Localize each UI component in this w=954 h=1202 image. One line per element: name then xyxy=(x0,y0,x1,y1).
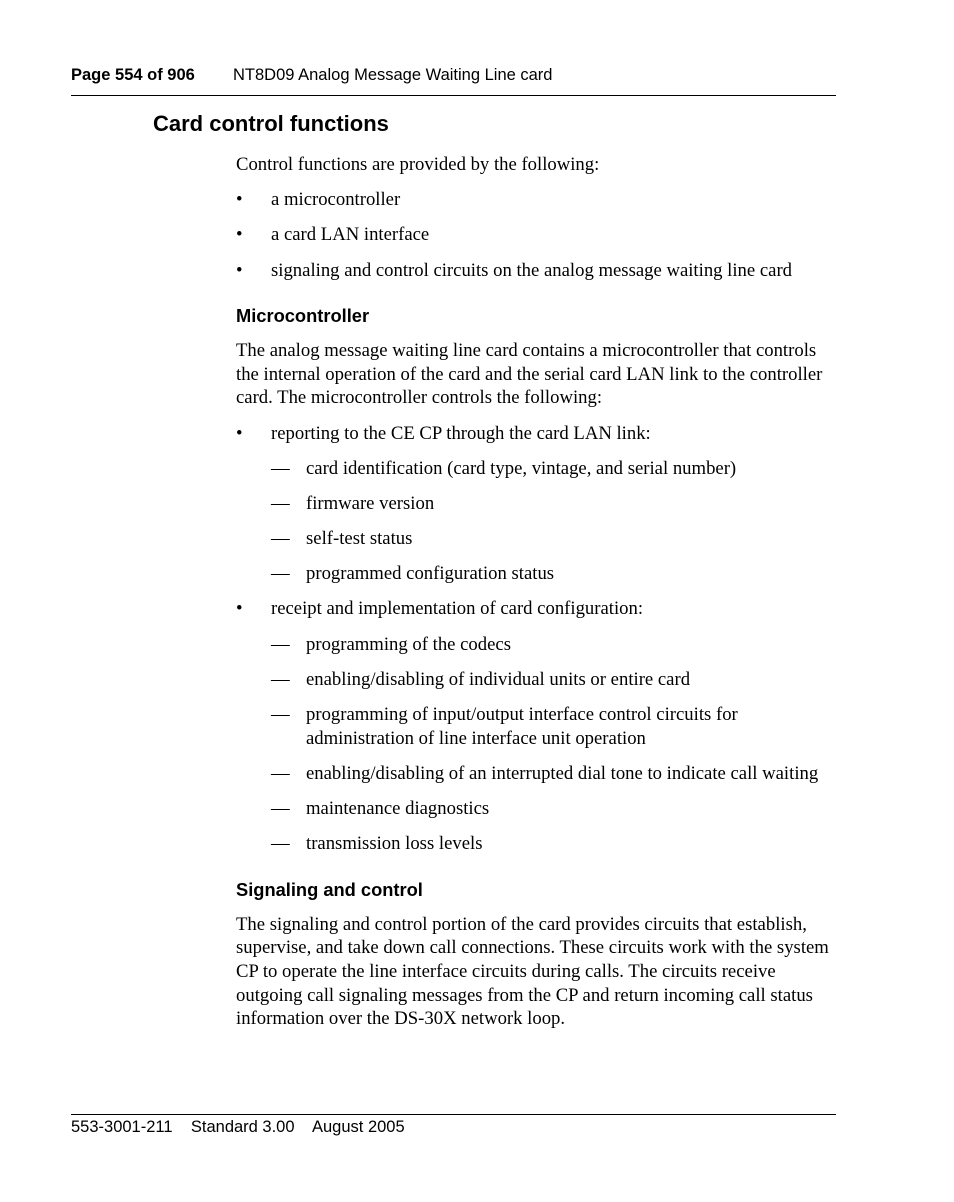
page-number: Page 554 of 906 xyxy=(71,66,195,84)
page-footer xyxy=(71,1118,405,1137)
sub-list-item xyxy=(271,562,840,586)
sub-list-item-text: self-test status xyxy=(306,528,413,550)
dash-marker: — xyxy=(271,563,290,585)
header-rule xyxy=(71,95,836,96)
dash-marker: — xyxy=(271,457,290,479)
sub-list-item-text: enabling/disabling of an interrupted dial tone to indicate call waiting xyxy=(306,762,819,784)
list-item-text: a card LAN interface xyxy=(271,224,430,246)
sub-list-item xyxy=(271,832,840,856)
list-item-text: signaling and control circuits on the analog message waiting line card xyxy=(271,259,793,281)
bullet-marker: • xyxy=(236,224,243,246)
sub-list-item xyxy=(271,492,840,516)
sub-list-item-text: maintenance diagnostics xyxy=(306,798,490,819)
intro-paragraph: Control functions are provided by the following: xyxy=(236,154,600,175)
standard-version: Standard 3.00 xyxy=(190,1118,295,1136)
sub-list-item xyxy=(271,457,840,481)
dash-marker: — xyxy=(271,668,290,690)
list-item xyxy=(236,188,840,212)
page-content xyxy=(236,153,840,1031)
sub-list-item-text: firmware version xyxy=(306,492,435,514)
publication-date: August 2005 xyxy=(311,1118,405,1136)
list-item xyxy=(236,422,840,586)
sub-list-item xyxy=(271,633,840,657)
list-item-text: reporting to the CE CP through the card LAN link: xyxy=(271,422,651,444)
list-item xyxy=(236,259,840,283)
dash-marker: — xyxy=(271,833,290,855)
bullet-marker: • xyxy=(236,189,243,211)
dash-marker: — xyxy=(271,492,290,514)
sub-list-item xyxy=(271,527,840,551)
sub-list xyxy=(271,633,840,856)
sub-list-item-text: programmed configuration status xyxy=(306,563,555,585)
list-item-text: receipt and implementation of card configuration: xyxy=(271,598,644,620)
signaling-paragraph: The signaling and control portion of the card provides circuits that establish, supervise, and take down call connections. These circuits work with the system CP to operate the line interface circuits during calls. The circuits receive outgoing call signaling messages from the CP and return incoming call status information over the DS-30X network loop. xyxy=(236,913,829,1030)
bullet-marker: • xyxy=(236,259,243,281)
list-item xyxy=(236,597,840,855)
dash-marker: — xyxy=(271,762,290,784)
sub-list-item xyxy=(271,762,840,786)
document-title: NT8D09 Analog Message Waiting Line card xyxy=(233,66,553,84)
sub-list-item xyxy=(271,797,840,821)
microcontroller-paragraph: The analog message waiting line card contains a microcontroller that controls the internal operation of the card and the serial card LAN link to the controller card. The microcontroller controls the following: xyxy=(236,340,823,409)
dash-marker: — xyxy=(271,528,290,550)
bullet-marker: • xyxy=(236,422,243,444)
dash-marker: — xyxy=(271,704,290,726)
microcontroller-list xyxy=(236,422,840,856)
sub-list xyxy=(271,457,840,586)
sub-list-item-text: programming of the codecs xyxy=(306,633,511,655)
list-item xyxy=(236,223,840,247)
sub-list-item-text: card identification (card type, vintage, and serial number) xyxy=(306,457,737,479)
page-header xyxy=(71,66,836,96)
footer-rule xyxy=(71,1114,836,1115)
signaling-heading: Signaling and control xyxy=(236,878,423,900)
dash-marker: — xyxy=(271,633,290,655)
microcontroller-heading: Microcontroller xyxy=(236,305,370,327)
bullet-marker: • xyxy=(236,598,243,620)
list-item-text: a microcontroller xyxy=(271,189,401,211)
control-functions-list xyxy=(236,188,840,282)
document-number: 553-3001-211 xyxy=(71,1118,173,1136)
sub-list-item-text: enabling/disabling of individual units or entire card xyxy=(306,668,691,690)
sub-list-item-text: transmission loss levels xyxy=(306,833,483,855)
dash-marker: — xyxy=(271,798,290,819)
sub-list-item-text: programming of input/output interface control circuits for administration of line interface unit operation xyxy=(306,704,738,749)
sub-list-item xyxy=(271,703,840,750)
section-title: Card control functions xyxy=(153,111,389,136)
sub-list-item xyxy=(271,668,840,692)
